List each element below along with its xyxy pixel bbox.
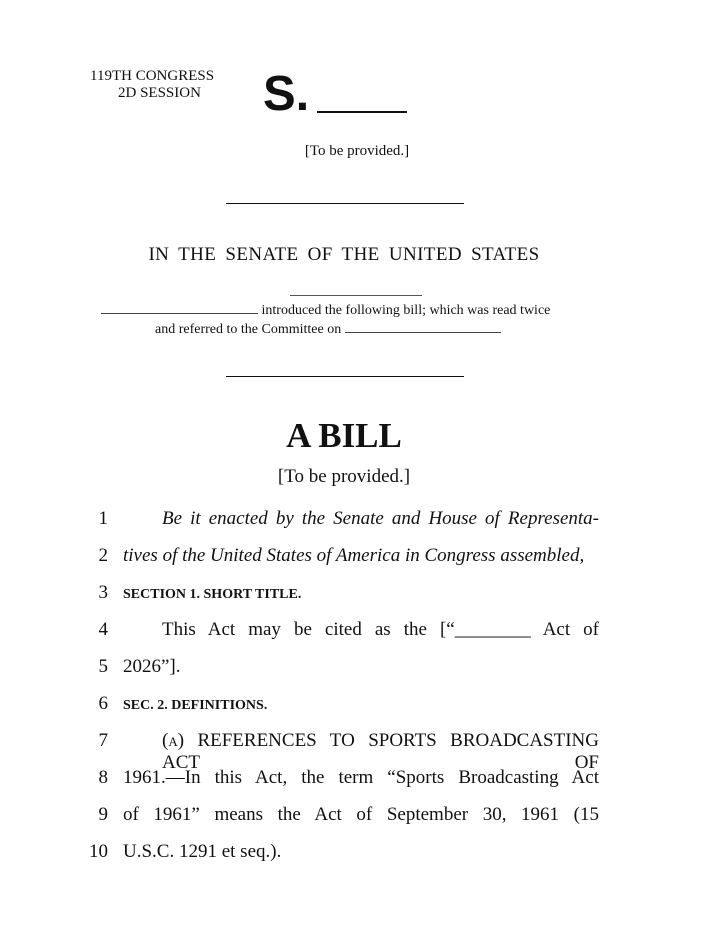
bill-number <box>263 66 407 122</box>
divider-top <box>226 203 464 204</box>
line-number: 4 <box>98 619 108 640</box>
line-number: 7 <box>98 730 108 751</box>
intro-text-2: and referred to the Committee on <box>155 322 342 337</box>
intro-text-1: introduced the following bill; which was read twice <box>261 303 551 318</box>
bill-line <box>0 508 714 538</box>
committee-blank <box>345 322 501 333</box>
divider-middle <box>226 376 464 377</box>
line-text: This Act may be cited as the [“________ Act of <box>162 619 599 640</box>
intro-line-1 <box>101 303 550 319</box>
line-text: 1961.—In this Act, the term “Sports Broadcasting Act <box>123 767 599 788</box>
bill-line <box>0 582 714 612</box>
sponsor-blank <box>101 303 258 314</box>
line-text: Be it enacted by the Senate and House of Representa- <box>162 508 599 529</box>
intro-line-2 <box>155 322 501 338</box>
line-number: 8 <box>98 767 108 788</box>
divider-short <box>290 295 422 296</box>
section-heading: SEC. 2. DEFINITIONS. <box>123 698 268 713</box>
line-number: 6 <box>98 693 108 714</box>
bill-line <box>0 619 714 649</box>
session-label: 2D SESSION <box>118 85 201 101</box>
line-text: tives of the United States of America in Congress assembled, <box>123 545 585 566</box>
bill-line <box>0 841 714 871</box>
bill-subtitle: [To be provided.] <box>277 466 411 487</box>
bill-number-blank <box>317 111 407 113</box>
subsection-heading: (a) REFERENCES TO SPORTS BROADCASTING ACT OF <box>162 730 599 773</box>
header-placeholder: [To be provided.] <box>304 143 410 159</box>
line-number: 5 <box>98 656 108 677</box>
bill-line <box>0 545 714 575</box>
line-number: 10 <box>89 841 108 862</box>
bill-line <box>0 730 714 773</box>
bill-line <box>0 804 714 834</box>
line-number: 2 <box>98 545 108 566</box>
bill-prefix: S. <box>263 67 310 121</box>
line-number: 9 <box>98 804 108 825</box>
bill-line <box>0 656 714 686</box>
line-text: 2026”]. <box>123 656 181 677</box>
line-number: 3 <box>98 582 108 603</box>
line-text: of 1961” means the Act of September 30, 1961 (15 <box>123 804 599 825</box>
bill-line <box>0 767 714 797</box>
section-heading: SECTION 1. SHORT TITLE. <box>123 587 302 602</box>
bill-line <box>0 693 714 723</box>
bill-title: A BILL <box>286 416 402 455</box>
chamber-heading: IN THE SENATE OF THE UNITED STATES <box>148 244 540 265</box>
line-number: 1 <box>98 508 108 529</box>
congress-session-block <box>90 68 214 102</box>
line-text: U.S.C. 1291 et seq.). <box>123 841 282 862</box>
congress-label: 119TH CONGRESS <box>90 68 215 84</box>
